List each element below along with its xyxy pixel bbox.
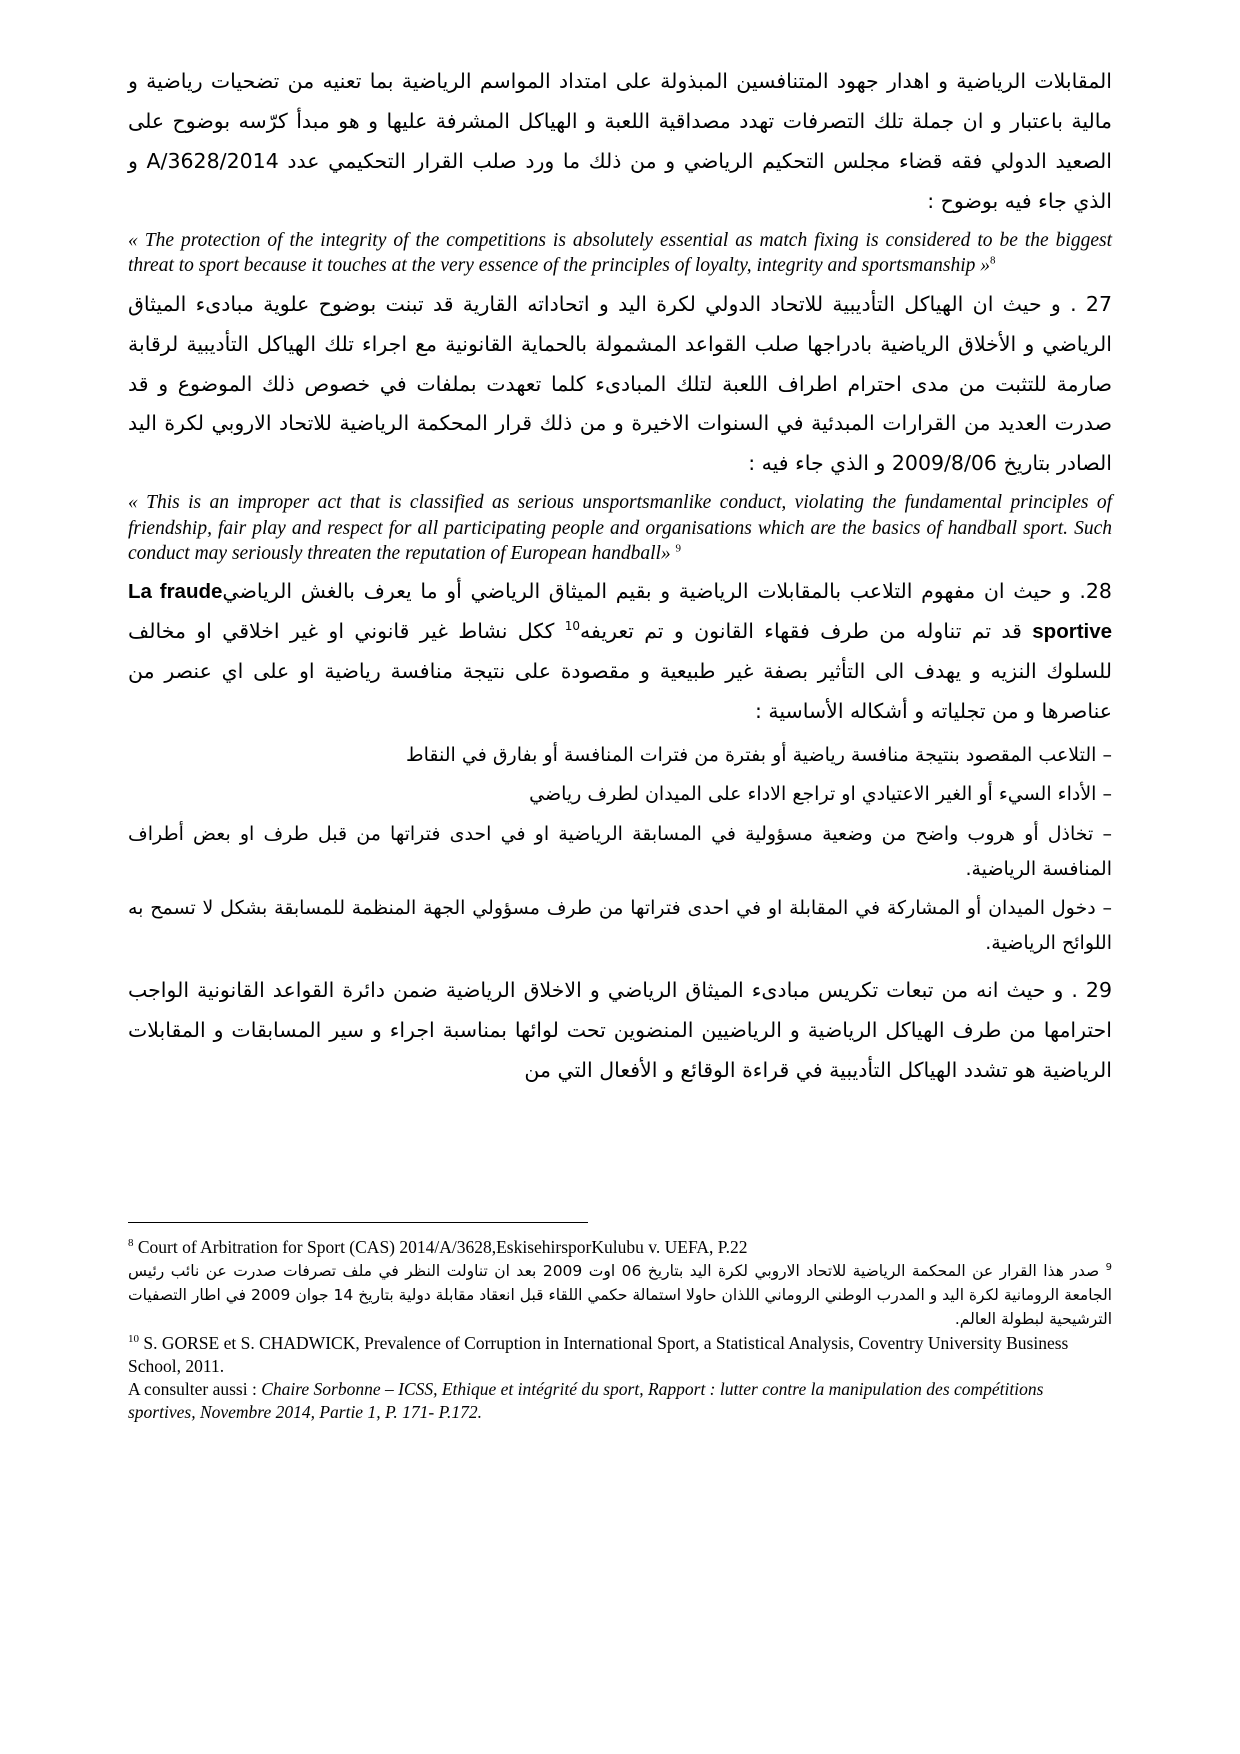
footnote-10-extra-prefix: A consulter aussi : [128,1379,262,1400]
paragraph-28-part-b: قد تم تناوله من طرف فقهاء القانون و تم تعريفه [579,619,1033,644]
footnotes-section [128,1236,1112,1424]
paragraph-29: 29 . و حيث انه من تبعات تكريس مبادىء الميثاق الرياضي و الاخلاق الرياضية ضمن دائرة القواعد القانونية الواجب احترامها من طرف الهياكل الرياضية و الرياضيين المنضوين تحت لوائها بمناسبة اجراء و سير المسابقات و المقابلات الرياضية هو تشدد الهياكل التأديبية في قراءة الوقائع و الأفعال التي من [128,978,1112,1083]
footnote-9-text: صدر هذا القرار عن المحكمة الرياضية للاتحاد الاروبي لكرة اليد بتاريخ 06 اوت 2009 بعد ان تناولت النظر في ملف تصرفات صدرت عن نائب رئيس الجامعة الرومانية لكرة اليد و المدرب الوطني الروماني اللذان حاولا استمالة حكمي اللقاء قبل انعقاد مقابلة دولية بتاريخ 14 جوان 2009 في اطار التصفيات الترشيحية لبطولة العالم. [128,1262,1112,1329]
footnote-10-text: S. GORSE et S. CHADWICK, Prevalence of Corruption in International Sport, a Statistical Analysis, Coventry University Business School, 2011. [128,1333,1069,1376]
list-item: – تخاذل أو هروب واضح من وضعية مسؤولية في المسابقة الرياضية او في احدى فتراتها من قبل طرف او بعض أطراف المنافسة الرياضية. [128,822,1112,880]
term-la-fraude-sportive: La fraude sportive [128,580,1113,644]
paragraph-27: 27 . و حيث ان الهياكل التأديبية للاتحاد الدولي لكرة اليد و اتحاداته القارية قد تبنت بوضوح علوية مبادىء الميثاق الرياضي و الأخلاق الرياضية بادراجها صلب القواعد المشمولة بالحماية القانونية مع اجراء تلك الهياكل التأديبية لرقابة صارمة للتثبت من مدى احترام اطراف اللعبة لتلك المبادىء كلما تعهدت بملفات في خصوص ذلك الموضوع و قد صدرت العديد من القرارات المبدئية في السنوات الاخيرة و من ذلك قرار المحكمة الرياضية للاتحاد الاروبي لكرة اليد الصادر بتاريخ 2009/8/06 و الذي جاء فيه : [128,291,1112,476]
footnote-9 [128,1259,1112,1331]
quote-ehf-2009-text: « This is an improper act that is classified as serious unsportsmanlike conduct, violating the fundamental principles of friendship, fair play and respect for all participating people and organisations which are the basics of handball sport. Such conduct may seriously threaten the reputation of European handball» [128,492,1112,565]
footnote-ref-9: 9 [675,542,682,555]
list-item: – التلاعب المقصود بنتيجة منافسة رياضية أو بفترة من فترات المنافسة أو بفارق في النقاط [406,744,1112,767]
footnote-10 [128,1332,1112,1377]
footnote-8-text: Court of Arbitration for Sport (CAS) 2014/A/3628,EskisehirsporKulubu v. UEFA, P.22 [137,1237,748,1257]
footnote-8-marker: 8 [128,1237,134,1250]
footnote-10-extra [128,1378,1112,1423]
footnote-8 [128,1236,1112,1258]
quote-cas-2014 [128,228,1112,279]
footnote-separator [128,1222,588,1223]
list-item: – دخول الميدان أو المشاركة في المقابلة او في احدى فتراتها من طرف مسؤولي الجهة المنظمة للمسابقة بشكل لا تسمح به اللوائح الرياضية. [128,896,1112,955]
footnote-9-marker: 9 [1105,1262,1113,1274]
paragraph-28-part-c: ككل نشاط غير قانوني او غير اخلاقي او مخالف للسلوك النزيه و يهدف الى التأثير بصفة غير طبيعية و مقصودة على نتيجة منافسة رياضية او على اي عنصر من عناصرها و من تجلياته و أشكاله الأساسية : [128,619,1112,724]
quote-cas-2014-text: « The protection of the integrity of the competitions is absolutely essential as match fixing is considered to be the biggest threat to sport because it touches at the very essence of the principles of loyalty, integrity and sportsmanship » [128,229,1112,277]
footnote-ref-10: 10 [564,619,580,634]
list-item: – الأداء السيء أو الغير الاعتيادي او تراجع الاداء على الميدان لطرف رياضي [529,783,1112,806]
footnote-ref-8: 8 [990,254,996,267]
footnote-10-extra-reference: Chaire Sorbonne – ICSS, Ethique et intégrité du sport, Rapport : lutter contre la manipulation des compétitions sportives, Novembre 2014, Partie 1, P. 171- P.172. [128,1379,1044,1422]
paragraph-28-part-a: 28. و حيث ان مفهوم التلاعب بالمقابلات الرياضية و بقيم الميثاق الرياضي أو ما يعرف بالغش الرياضي [222,579,1112,604]
footnote-10-marker: 10 [128,1333,139,1346]
paragraph-intro: المقابلات الرياضية و اهدار جهود المتنافسين المبذولة على امتداد المواسم الرياضية بما تعنيه من تضحيات رياضية و مالية باعتبار و ان جملة تلك التصرفات تهدد مصداقية اللعبة و الهياكل المشرفة عليها و هو مبدأ كرّسه بوضوح على الصعيد الدولي فقه قضاء مجلس التحكيم الرياضي و من ذلك ما ورد صلب القرار التحكيمي عدد 2014/A/3628 و الذي جاء فيه بوضوح : [128,69,1112,213]
paragraph-28 [128,572,1112,732]
quote-ehf-2009 [128,490,1112,566]
